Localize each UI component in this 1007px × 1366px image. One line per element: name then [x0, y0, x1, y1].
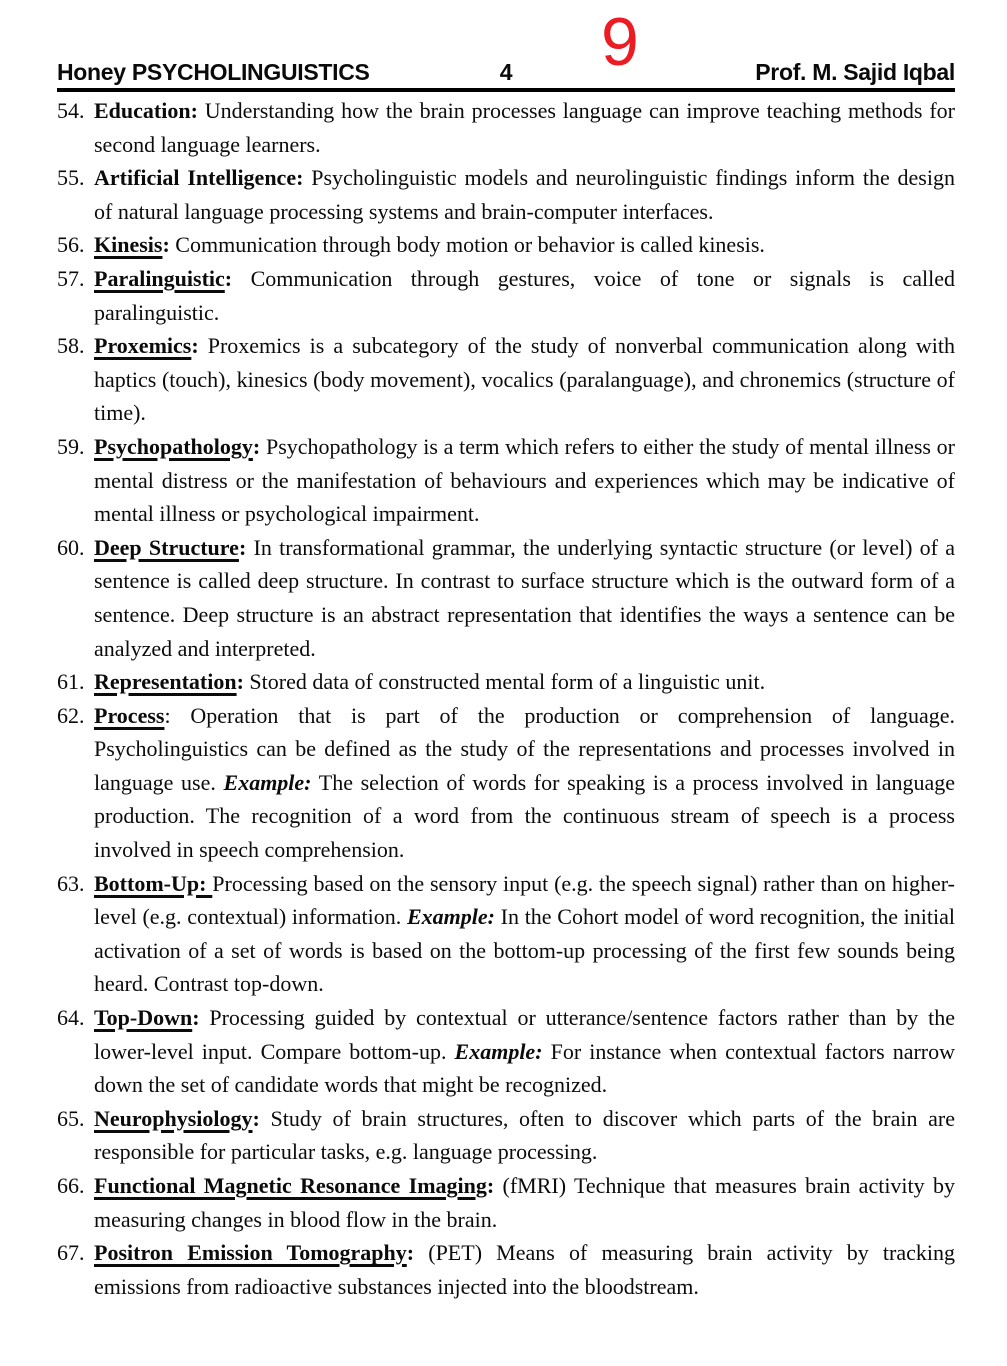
term-label: : [252, 1105, 260, 1131]
item-number: 57. [57, 265, 85, 291]
term-label: : [224, 265, 233, 291]
example-label: Example: [223, 769, 312, 795]
list-item [57, 1169, 955, 1236]
term-label: Proxemics [94, 333, 192, 359]
item-number: 63. [57, 870, 85, 896]
term-label: : [162, 232, 170, 258]
example-label: Example: [406, 904, 495, 930]
page-header [57, 54, 955, 92]
item-number: 62. [57, 702, 85, 728]
term-label: Artificial Intelligence: [94, 165, 304, 191]
list-item [57, 94, 955, 161]
definition-text: The selection of words for speaking is a process involved in language production. The recognition of a word from the continuous stream of speech is a process involved in speech comprehension. [94, 769, 956, 863]
term-label: : [238, 534, 247, 560]
definition-text: (PET) Means of measuring brain activity by tracking emissions from radioactive substances injected into the bloodstream. [94, 1240, 955, 1299]
term-label: Neurophysiology [94, 1105, 253, 1131]
item-number: 64. [57, 1005, 85, 1031]
list-item [57, 1236, 955, 1303]
term-label: Psychopathology [94, 433, 253, 459]
list-item [57, 531, 955, 665]
definition-text: Study of brain structures, often to discover which parts of the brain are responsible for particular tasks, e.g. language processing. [94, 1105, 955, 1165]
item-number: 59. [57, 433, 85, 459]
term-label: : [486, 1173, 495, 1198]
definition-text: In the Cohort model of word recognition, the initial activation of a set of words is based on the bottom-up processing of the first few sounds being heard. Contrast top-down. [94, 904, 955, 997]
term-label: : [191, 333, 199, 359]
term-label: : [252, 433, 261, 459]
term-label: Functional Magnetic Resonance Imaging [94, 1173, 487, 1198]
definition-text: Processing based on the sensory input (e.g. the speech signal) rather than on higher-level (e.g. contextual) information. [94, 870, 955, 930]
item-number: 56. [57, 232, 85, 258]
item-number: 60. [57, 534, 85, 560]
term-label: : [192, 1005, 200, 1031]
example-label: Example: [454, 1038, 543, 1064]
definition-text: : Operation that is part of the production or comprehension of language. Psycholinguistics can be defined as the study of the representations and processes involved in language use. [94, 702, 955, 795]
term-label: Deep Structure [94, 534, 239, 560]
term-label: Top-Down [94, 1005, 193, 1031]
item-number: 66. [57, 1173, 85, 1198]
list-item [57, 1001, 955, 1102]
term-label: Bottom-Up: [94, 870, 213, 896]
list-item [57, 665, 955, 699]
definition-text: Psycholinguistic models and neurolinguistic findings inform the design of natural language processing systems and brain-computer interfaces. [94, 165, 955, 224]
definition-text: In transformational grammar, the underlying syntactic structure (or level) of a sentence is called deep structure. In contrast to surface structure which is the outward form of a sentence. Deep structure is an abstract representation that identifies the ways a sentence can be analyzed and interpreted. [94, 534, 955, 661]
definition-text: Processing guided by contextual or utterance/sentence factors rather than by the lower-level input. Compare bottom-up. [94, 1005, 955, 1064]
term-label: Representation [94, 669, 237, 695]
list-item [57, 329, 955, 430]
definition-list [57, 94, 955, 1303]
item-number: 61. [57, 669, 85, 695]
term-label: Education: [94, 98, 198, 123]
definition-text: Proxemics is a subcategory of the study of nonverbal communication along with haptics (touch), kinesics (body movement), vocalics (paralanguage), and chronemics (structure of time). [94, 333, 955, 426]
header-author: Prof. M. Sajid Iqbal [755, 59, 955, 85]
list-item [57, 867, 955, 1001]
item-number: 65. [57, 1105, 85, 1131]
header-page-number: 4 [499, 59, 513, 85]
list-item [57, 161, 955, 228]
definition-text: Psychopathology is a term which refers to either the study of mental illness or mental distress or the manifestation of behaviours and experiences which may be indicative of mental illness or psychological impairment. [94, 433, 955, 527]
handwritten-page-number: 9 [601, 4, 639, 80]
list-item [57, 699, 955, 867]
item-number: 58. [57, 333, 85, 359]
term-label: : [236, 669, 244, 695]
term-label: : [406, 1240, 415, 1266]
definition-text: Understanding how the brain processes language can improve teaching methods for second language learners. [94, 98, 955, 157]
definition-text: For instance when contextual factors narrow down the set of candidate words that might be recognized. [94, 1038, 956, 1098]
term-label: Process [94, 702, 165, 728]
list-item [57, 228, 955, 262]
term-label: Positron Emission Tomography [94, 1240, 407, 1266]
item-number: 54. [57, 98, 85, 123]
definition-text: (fMRI) Technique that measures brain activity by measuring changes in blood flow in the brain. [94, 1173, 955, 1232]
definition-text: Communication through body motion or behavior is called kinesis. [169, 232, 765, 258]
term-label: Kinesis [94, 232, 163, 258]
list-item [57, 1102, 955, 1169]
definition-text: Stored data of constructed mental form of a linguistic unit. [243, 669, 766, 695]
item-number: 67. [57, 1240, 85, 1266]
list-item [57, 262, 955, 329]
term-label: Paralinguistic [94, 265, 225, 291]
item-number: 55. [57, 165, 85, 191]
definition-text: Communication through gestures, voice of tone or signals is called paralinguistic. [94, 265, 955, 325]
list-item [57, 430, 955, 531]
header-title: Honey PSYCHOLINGUISTICS [57, 59, 370, 85]
